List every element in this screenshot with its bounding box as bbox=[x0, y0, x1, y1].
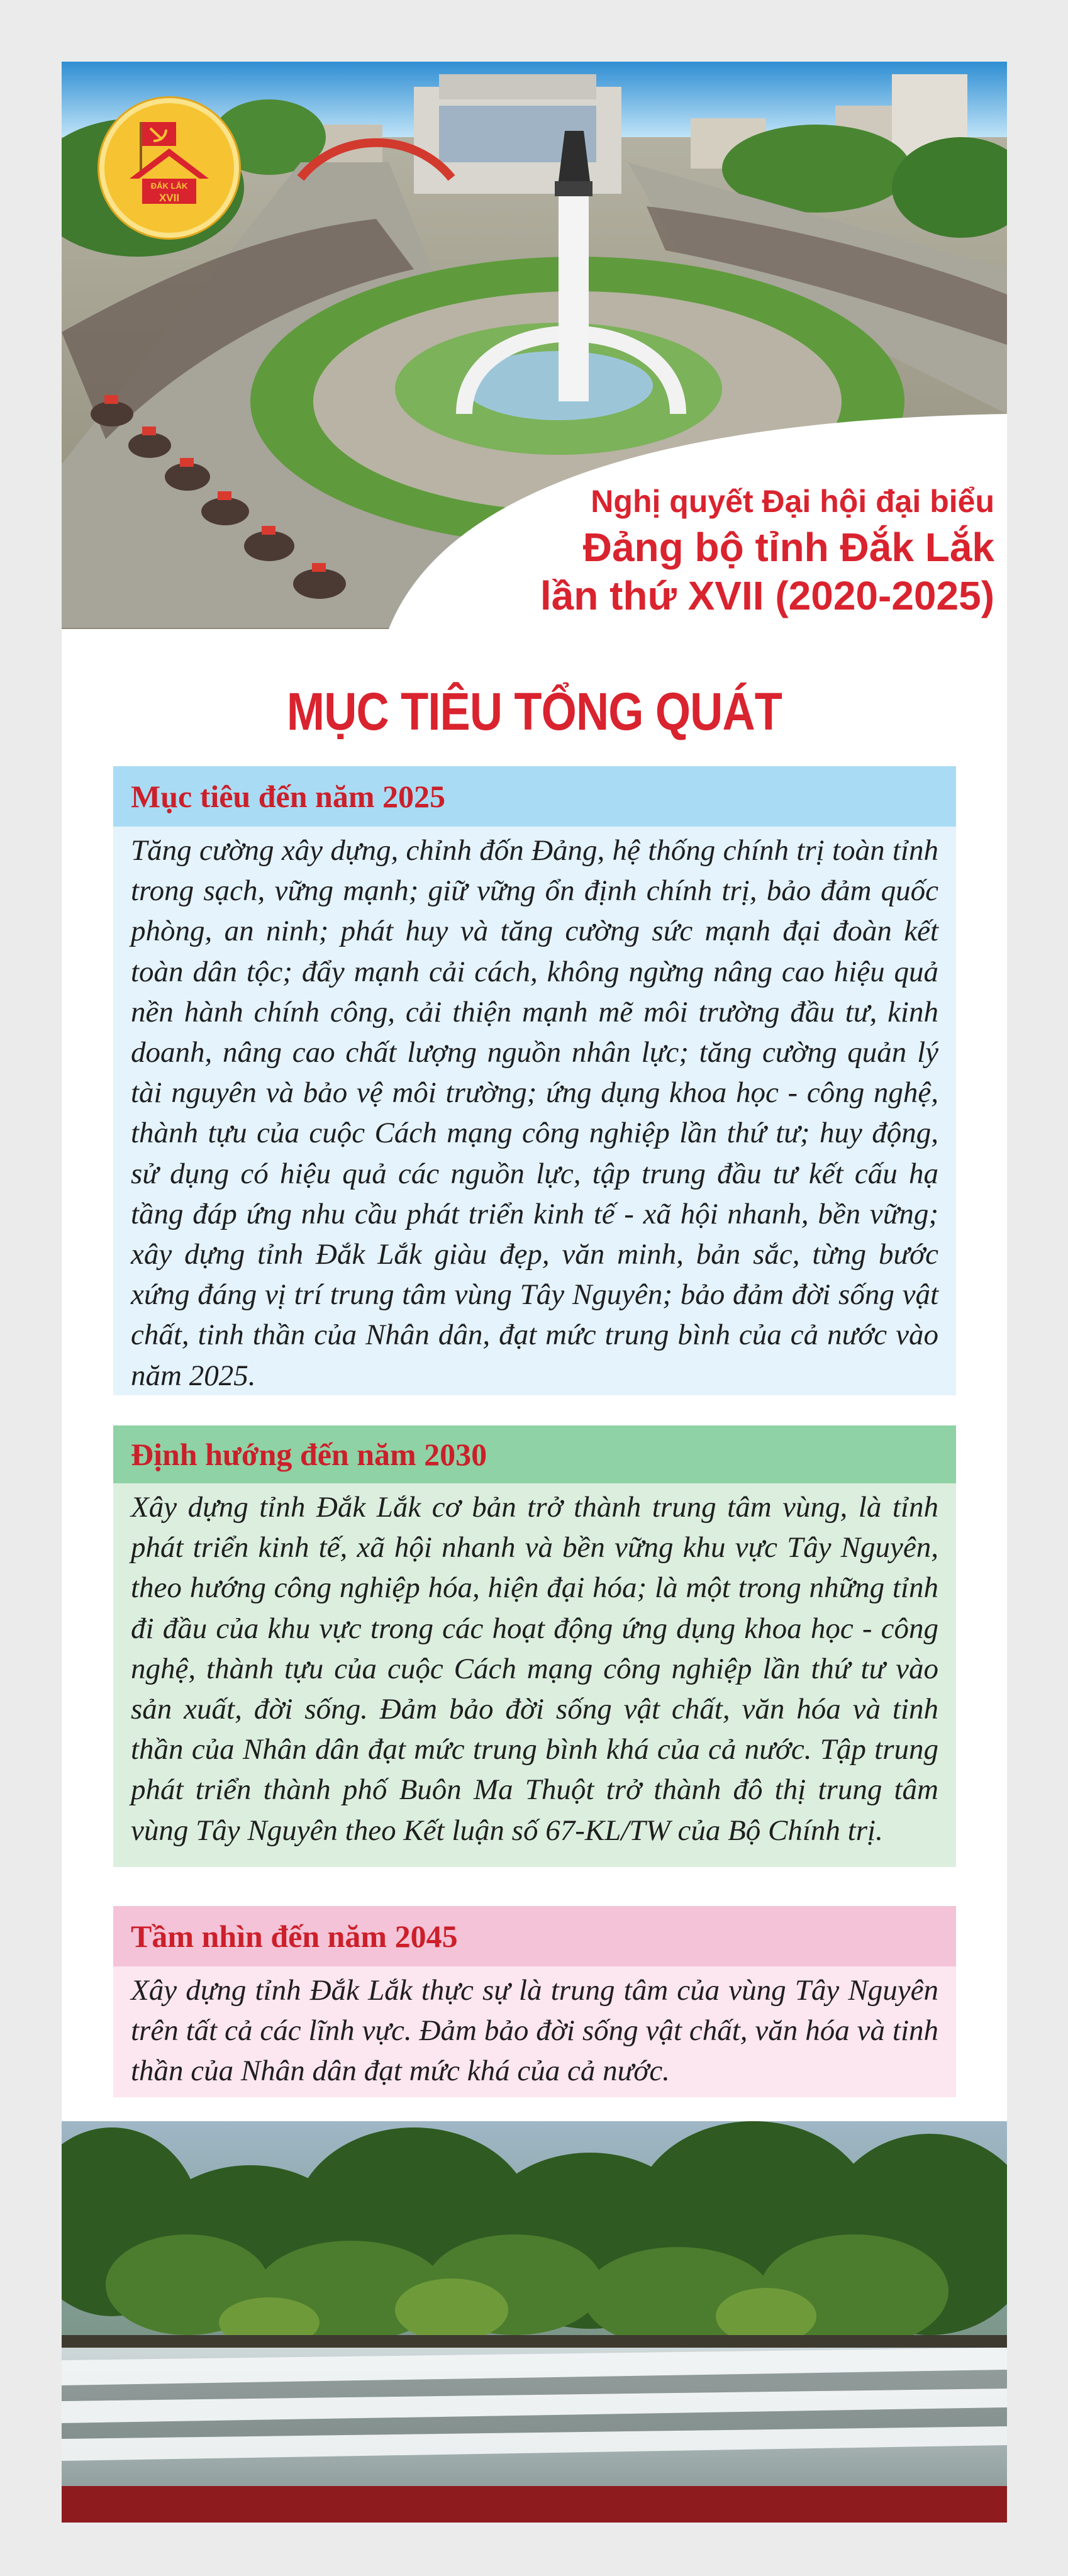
poster bbox=[62, 62, 1007, 2523]
hero-photo bbox=[62, 62, 1007, 629]
page-title: MỤC TIÊU TỔNG QUÁT bbox=[286, 682, 782, 741]
resolution-line: Nghị quyết Đại hội đại biểu bbox=[591, 484, 994, 519]
party-logo bbox=[99, 98, 239, 238]
forest-waterfall-illustration bbox=[62, 2121, 1007, 2523]
section-body: Xây dựng tỉnh Đắk Lắk cơ bản trở thành trung tâm vùng, là tỉnh phát triển kinh tế, xã hội nhanh và bền vững khu vực Tây Nguyên, theo hướng công nghiệp hóa, hiện đại hóa; là một trong những tỉnh đi đầu của khu vực trong các hoạt động ứng dụng khoa học - công nghệ, thành tựu của cuộc Cách mạng công nghiệp lần thứ tư vào sản xuất, đời sống. Đảm bảo đời sống vật chất, văn hóa và tinh thần của Nhân dân đạt mức trung bình khá của cả nước. Tập trung phát triển thành phố Buôn Ma Thuột trở thành đô thị trung tâm vùng Tây Nguyên theo Kết luận số 67-KL/TW của Bộ Chính trị. bbox=[113, 1483, 956, 1867]
footer-photo bbox=[62, 2121, 1007, 2523]
section-vision-2045 bbox=[113, 1906, 956, 2097]
session-line: lần thứ XVII (2020-2025) bbox=[540, 573, 994, 618]
section-heading: Tầm nhìn đến năm 2045 bbox=[113, 1906, 956, 1966]
hammer-sickle-emblem-icon bbox=[104, 103, 234, 233]
logo-session-text: XVII bbox=[159, 192, 180, 204]
logo-province-text: ĐẮK LẮK bbox=[150, 181, 188, 191]
section-goals-2025 bbox=[113, 766, 956, 1395]
section-orientation-2030 bbox=[113, 1425, 956, 1867]
party-line: Đảng bộ tỉnh Đắk Lắk bbox=[582, 525, 994, 570]
section-heading: Mục tiêu đến năm 2025 bbox=[113, 766, 956, 827]
section-body: Tăng cường xây dựng, chỉnh đốn Đảng, hệ thống chính trị toàn tỉnh trong sạch, vững mạnh; giữ vững ổn định chính trị, bảo đảm quốc phòng, an ninh; phát huy và tăng cường sức mạnh đại đoàn kết toàn dân tộc; đẩy mạnh cải cách, không ngừng nâng cao hiệu quả nền hành chính công, cải thiện mạnh mẽ môi trường đầu tư, kinh doanh, nâng cao chất lượng nguồn nhân lực; tăng cường quản lý tài nguyên và bảo vệ môi trường; ứng dụng khoa học - công nghệ, thành tựu của cuộc Cách mạng công nghiệp lần thứ tư; huy động, sử dụng có hiệu quả các nguồn lực, tập trung đầu tư kết cấu hạ tầng đáp ứng nhu cầu phát triển kinh tế - xã hội nhanh, bền vững; xây dựng tỉnh Đắk Lắk giàu đẹp, văn minh, bản sắc, từng bước xứng đáng vị trí trung tâm vùng Tây Nguyên; bảo đảm đời sống vật chất, tinh thần của Nhân dân, đạt mức trung bình của cả nước vào năm 2025. bbox=[113, 827, 956, 1395]
section-body: Xây dựng tỉnh Đắk Lắk thực sự là trung tâm của vùng Tây Nguyên trên tất cả các lĩnh vực. Đảm bảo đời sống vật chất, văn hóa và tinh thần của Nhân dân đạt mức khá của cả nước. bbox=[113, 1966, 956, 2097]
section-heading: Định hướng đến năm 2030 bbox=[113, 1425, 956, 1483]
